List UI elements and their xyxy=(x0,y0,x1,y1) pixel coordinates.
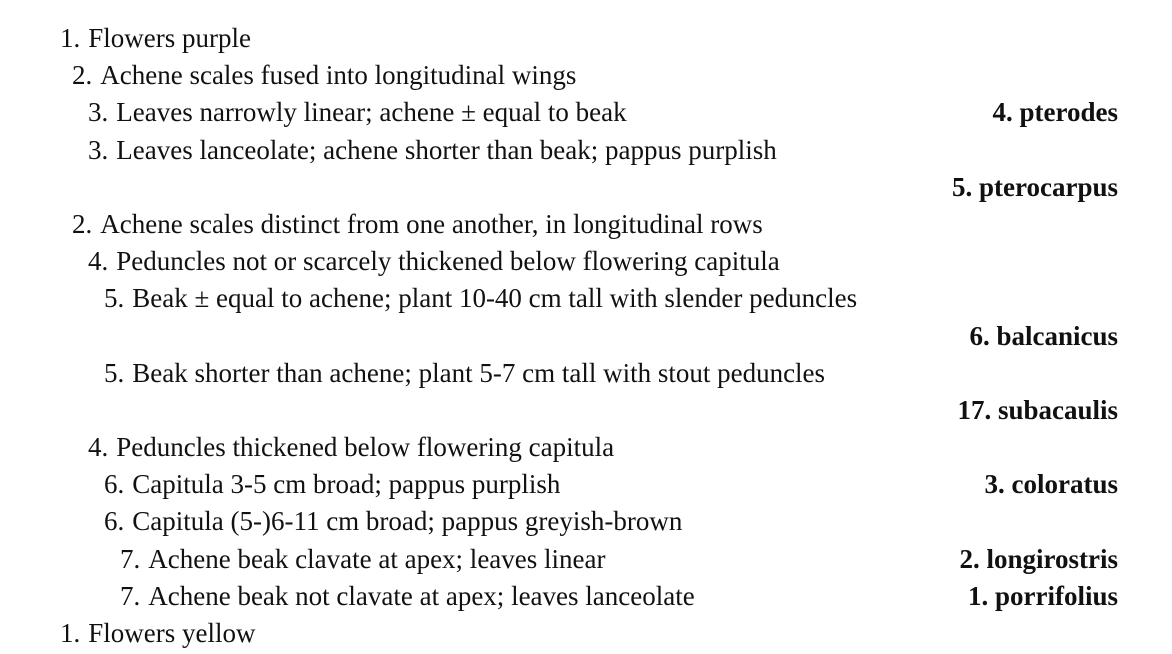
taxon-result: 6. balcanicus xyxy=(969,320,1118,351)
key-row xyxy=(0,94,1172,131)
couplet-text: Flowers yellow xyxy=(88,618,256,648)
key-row xyxy=(0,318,1172,355)
key-row xyxy=(0,206,1172,243)
couplet-text: Achene beak not clavate at apex; leaves lanceolate xyxy=(148,580,695,611)
key-row xyxy=(0,20,1172,57)
couplet-number: 7. xyxy=(120,580,141,611)
couplet-number: 1. xyxy=(60,618,81,648)
couplet-lead xyxy=(60,20,251,57)
couplet-text: Achene scales fused into longitudinal wings xyxy=(100,60,577,91)
couplet-number: 5. xyxy=(104,357,125,388)
key-row xyxy=(0,243,1172,280)
couplet-number: 3. xyxy=(88,134,109,165)
couplet-lead xyxy=(104,355,825,392)
couplet-number: 7. xyxy=(120,543,141,574)
key-row xyxy=(0,392,1172,429)
identification-key xyxy=(0,20,1172,652)
couplet-number: 3. xyxy=(88,97,109,128)
couplet-lead xyxy=(120,541,605,578)
couplet-number: 4. xyxy=(88,246,109,277)
couplet-text: Capitula (5-)6-11 cm broad; pappus greyish-brown xyxy=(132,506,683,537)
key-row xyxy=(0,615,1172,652)
couplet-text: Leaves narrowly linear; achene ± equal to beak xyxy=(116,97,627,128)
couplet-number: 4. xyxy=(88,432,109,463)
taxon-result: 2. longirostris xyxy=(959,543,1118,574)
couplet-text: Peduncles not or scarcely thickened below flowering capitula xyxy=(116,246,780,277)
couplet-text: Achene scales distinct from one another, in longitudinal rows xyxy=(100,208,763,239)
key-row xyxy=(0,132,1172,169)
couplet-lead xyxy=(104,503,682,540)
key-row xyxy=(0,503,1172,540)
couplet-lead xyxy=(88,243,780,280)
couplet-lead xyxy=(120,578,695,615)
key-row xyxy=(0,429,1172,466)
couplet-text: Peduncles thickened below flowering capitula xyxy=(116,432,615,463)
key-row xyxy=(0,355,1172,392)
couplet-text: Beak shorter than achene; plant 5-7 cm tall with stout peduncles xyxy=(132,357,826,388)
couplet-lead xyxy=(88,429,614,466)
couplet-lead xyxy=(88,94,627,131)
taxon-result: 4. pterodes xyxy=(992,97,1118,128)
couplet-lead xyxy=(72,57,576,94)
couplet-number: 2. xyxy=(72,208,93,239)
taxon-result: 5. pterocarpus xyxy=(952,171,1118,202)
taxon-result: 1. porrifolius xyxy=(967,580,1118,611)
couplet-text: Beak ± equal to achene; plant 10-40 cm tall with slender peduncles xyxy=(132,283,858,314)
couplet-number: 2. xyxy=(72,60,93,91)
couplet-number: 6. xyxy=(104,469,125,500)
key-row xyxy=(0,466,1172,503)
couplet-text: Achene beak clavate at apex; leaves linear xyxy=(148,543,606,574)
couplet-text: Flowers purple xyxy=(88,23,251,53)
couplet-lead xyxy=(104,280,857,317)
couplet-lead xyxy=(104,466,560,503)
couplet-lead xyxy=(72,206,763,243)
couplet-text: Capitula 3-5 cm broad; pappus purplish xyxy=(132,469,561,500)
couplet-text: Leaves lanceolate; achene shorter than beak; pappus purplish xyxy=(116,134,777,165)
couplet-lead xyxy=(88,132,777,169)
couplet-number: 5. xyxy=(104,283,125,314)
couplet-number: 6. xyxy=(104,506,125,537)
key-row xyxy=(0,280,1172,317)
taxon-result: 17. subacaulis xyxy=(957,394,1118,425)
key-row xyxy=(0,169,1172,206)
couplet-number: 1. xyxy=(60,23,81,53)
taxon-result: 3. coloratus xyxy=(984,469,1118,500)
key-row xyxy=(0,578,1172,615)
couplet-lead xyxy=(60,615,255,652)
key-row xyxy=(0,541,1172,578)
key-row xyxy=(0,57,1172,94)
